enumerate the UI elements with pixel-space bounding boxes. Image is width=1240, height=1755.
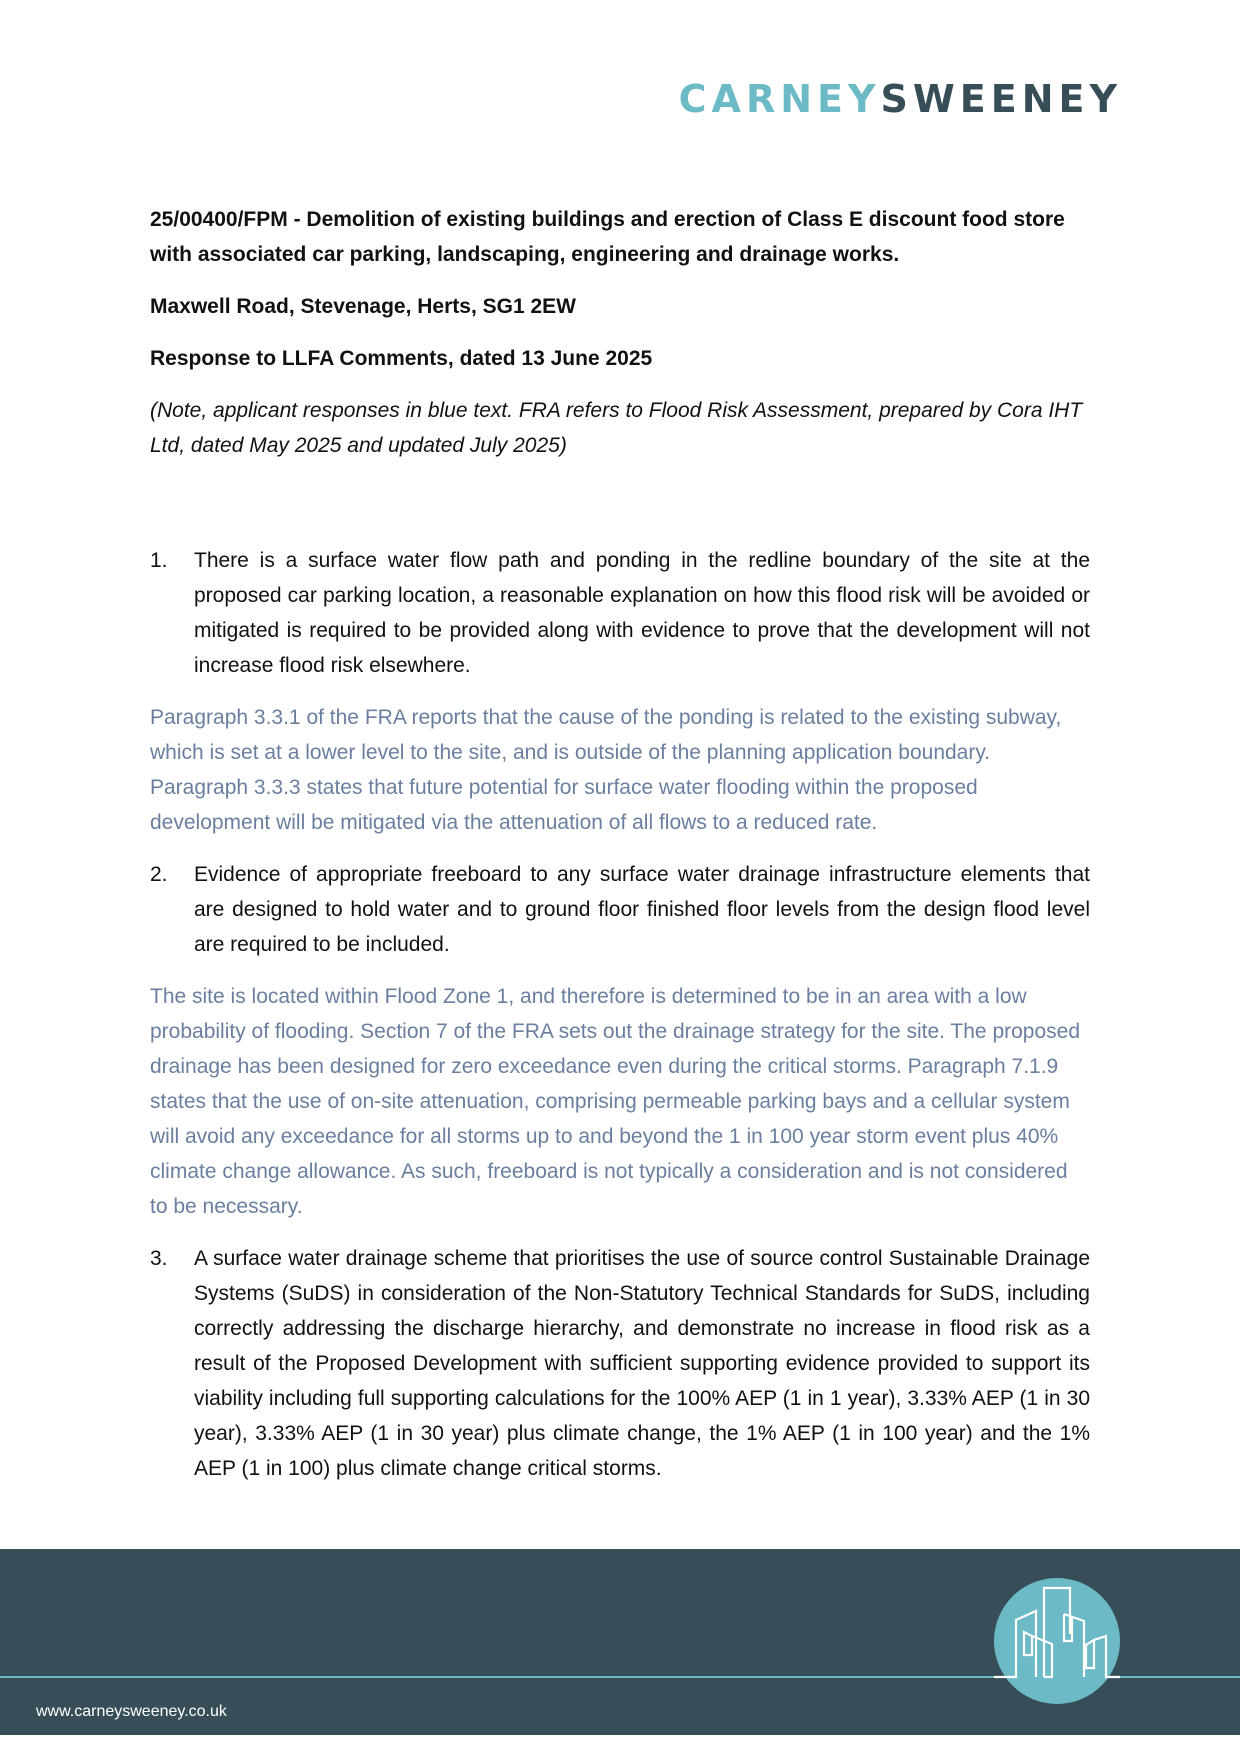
website-link[interactable]: www.carneysweeney.co.uk [36, 1703, 227, 1720]
comment-number: 2. [150, 863, 168, 886]
document-subtitle: Response to LLFA Comments, dated 13 June 2025 [150, 347, 653, 370]
comment-number: 3. [150, 1247, 168, 1270]
document-note: (Note, applicant responses in blue text. FRA refers to Flood Risk Assessment, prepared by Cora IHT Ltd, dated May 2025 and updated July 2025) [150, 399, 1083, 457]
page-footer [0, 1549, 1240, 1735]
city-buildings-icon [994, 1578, 1120, 1704]
company-logo [678, 77, 1122, 121]
response-text-1: Paragraph 3.3.1 of the FRA reports that the cause of the ponding is related to the existing subway, which is set at a lower level to the site, and is outside of the planning application boundary. Paragraph 3.3.3 states that future potential for surface water flooding within the proposed development will be mitigated via the attenuation of all flows to a reduced rate. [150, 706, 1062, 834]
comment-number: 1. [150, 549, 168, 572]
comment-item-1 [150, 543, 1090, 683]
section-spacer [150, 463, 1090, 543]
document-title: 25/00400/FPM - Demolition of existing buildings and erection of Class E discount food store with associated car parking, landscaping, engineering and drainage works. [150, 208, 1065, 266]
comment-text: There is a surface water flow path and ponding in the redline boundary of the site at the proposed car parking location, a reasonable explanation on how this flood risk will be avoided or mitigated is required to be provided along with evidence to prove that the development will not increase flood risk elsewhere. [194, 549, 1090, 677]
comment-item-3 [150, 1241, 1090, 1486]
logo-part-carney: CARNEY [678, 77, 881, 121]
comment-item-2 [150, 857, 1090, 962]
document-body [150, 202, 1090, 1503]
comment-text: Evidence of appropriate freeboard to any surface water drainage infrastructure elements that are designed to hold water and to ground floor finished floor levels from the design flood level are required to be included. [194, 863, 1090, 956]
logo-part-sweeney: SWEENEY [880, 77, 1122, 121]
site-address: Maxwell Road, Stevenage, Herts, SG1 2EW [150, 295, 576, 318]
response-text-2: The site is located within Flood Zone 1, and therefore is determined to be in an area with a low probability of flooding. Section 7 of the FRA sets out the drainage strategy for the site. The proposed drainage has been designed for zero exceedance even during the critical storms. Paragraph 7.1.9 states that the use of on-site attenuation, comprising permeable parking bays and a cellular system will avoid any exceedance for all storms up to and beyond the 1 in 100 year storm event plus 40% climate change allowance. As such, freeboard is not typically a consideration and is not considered to be necessary. [150, 985, 1081, 1218]
comment-text: A surface water drainage scheme that prioritises the use of source control Sustainable Drainage Systems (SuDS) in consideration of the Non-Statutory Technical Standards for SuDS, including correctly addressing the discharge hierarchy, and demonstrate no increase in flood risk as a result of the Proposed Development with sufficient supporting evidence provided to support its viability including full supporting calculations for the 100% AEP (1 in 1 year), 3.33% AEP (1 in 30 year), 3.33% AEP (1 in 30 year) plus climate change, the 1% AEP (1 in 100 year) and the 1% AEP (1 in 100) plus climate change critical storms. [194, 1247, 1090, 1480]
